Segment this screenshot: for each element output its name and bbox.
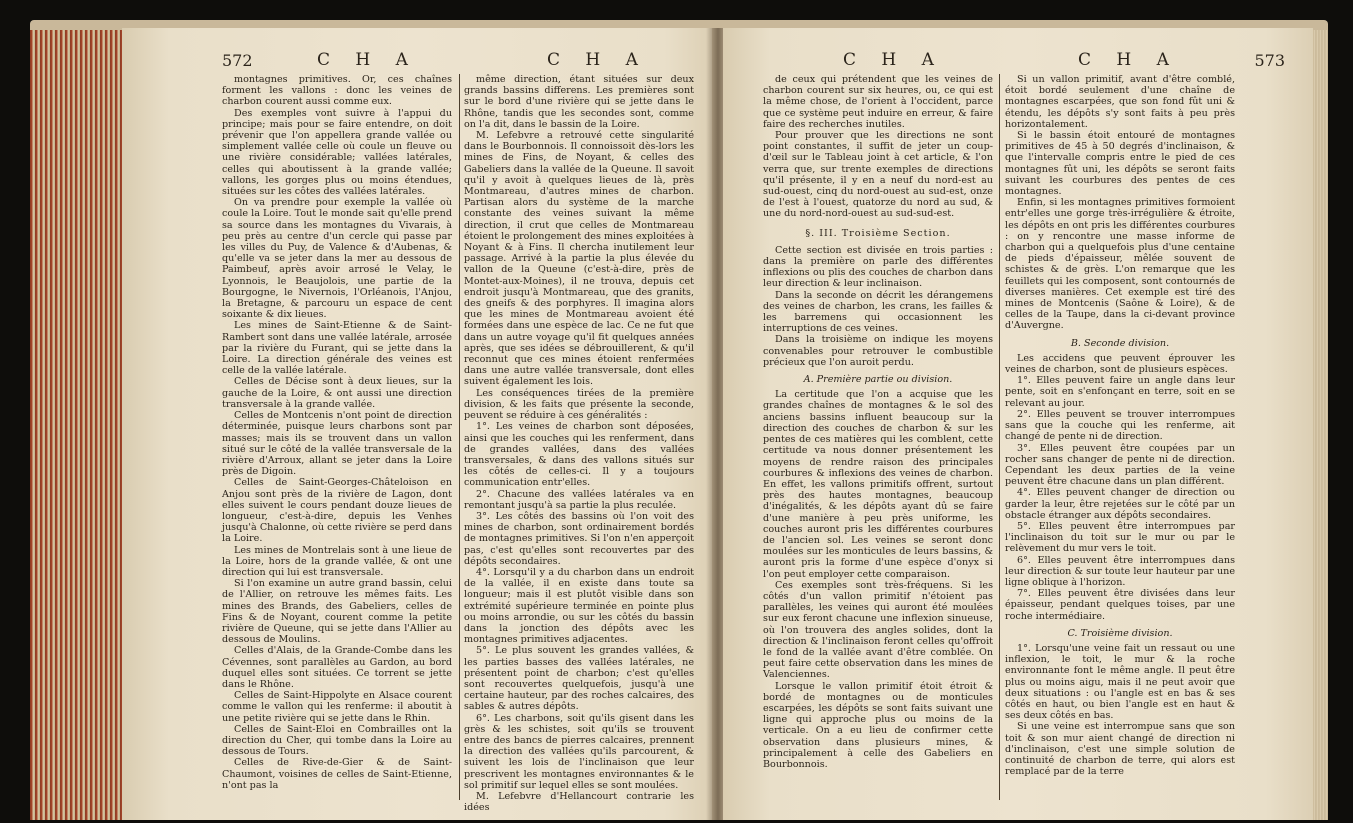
paragraph: Les mines de Montrelais sont à une lieue de la Loire, hors de la grande vallée, & ont une direction qui lui est transversale. bbox=[222, 544, 452, 578]
paragraph: Celles de Rive-de-Gier & de Saint-Chaumont, voisines de celles de Saint-Etienne, n'ont pas la bbox=[222, 757, 452, 791]
paragraph: 1°. Lorsqu'une veine fait un ressaut ou une inflexion, le toit, le mur & la roche environnante font le même angle. Il peut être plus ou moins aigu, mais il ne peut avoir que deux situations : ou l'angle est en bas & ses côtés en haut, ou bien l'angle est en haut & ses deux côtés en bas. bbox=[1005, 642, 1235, 722]
paragraph: B. Seconde division. bbox=[1070, 337, 1170, 349]
paragraph: 2°. Elles peuvent se trouver interrompues sans que la couche qui les renferme, ait changé de pente ni de direction. bbox=[1005, 408, 1235, 443]
paragraph: Des exemples vont suivre à l'appui du principe; mais pour se faire entendre, on doit prévenir que l'on appellera grande vallée ou simplement vallée celle où coule un fleuve ou une rivière considérable; vallées latérales, celles qui aboutissent à la grande vallée; vallons, les gorges plus ou moins étendues, situées sur les côtes des vallées latérales. bbox=[222, 107, 452, 198]
paragraph: 1°. Les veines de charbon sont déposées, ainsi que les couches qui les renferment, dans de grandes vallées, dans des vallées transversales, & dans des vallons situés sur les côtés de celles-ci. Il y a toujours communication entr'elles. bbox=[464, 421, 694, 489]
left-page bbox=[122, 28, 712, 820]
paragraph: Celles de Saint-Eloi en Combrailles ont la direction du Cher, qui tombe dans la Loire au dessous de Tours. bbox=[222, 723, 452, 758]
paragraph: Celles de Montcenis n'ont point de direction déterminée, puisque leurs charbons sont par masses; mais ils se trouvent dans un vallon situé sur le côté de la vallée transversale de la rivière d'Arroux, allant se jeter dans la Loire près de Digoin. bbox=[222, 410, 452, 478]
paragraph: Si l'on examine un autre grand bassin, celui de l'Allier, on retrouve les mêmes faits. Les mines des Brands, des Gabeliers, celles de Fins & de Noyant, courent comme la petite rivière de Queune, qui se jette dans l'Allier au dessous de Moulins. bbox=[222, 578, 452, 646]
left-column-1 bbox=[222, 74, 452, 791]
running-head: C H A bbox=[317, 50, 418, 70]
running-head: C H A bbox=[547, 50, 648, 70]
right-page bbox=[723, 28, 1313, 820]
paragraph: montagnes primitives. Or, ces chaînes forment les vallons : donc les veines de charbon courent aussi comme eux. bbox=[222, 74, 452, 108]
right-column-1 bbox=[763, 74, 993, 770]
left-page-header bbox=[122, 50, 712, 72]
paragraph: Celles d'Alais, de la Grande-Combe dans les Cévennes, sont parallèles au Gardon, au bord duquel elles sont situées. Ce torrent se jette dans le Rhône. bbox=[222, 645, 452, 690]
paragraph: A. Première partie ou division. bbox=[803, 374, 953, 386]
column-rule bbox=[999, 74, 1000, 800]
paragraph: Celles de Saint-Hippolyte en Alsace courent comme le vallon qui les renferme: il aboutit à une petite rivière qui se jette dans le Rhin. bbox=[222, 690, 452, 724]
paragraph: 1°. Elles peuvent faire un angle dans leur pente, soit en s'enfonçant en terre, soit en se relevant au jour. bbox=[1005, 375, 1235, 409]
paragraph: Les mines de Saint-Etienne & de Saint-Rambert sont dans une vallée latérale, arrosée par la rivière du Furant, qui se jette dans la Loire. La direction générale des veines est celle de la vallée latérale. bbox=[222, 320, 452, 377]
paragraph: M. Lefebvre d'Hellancourt contrarie les idées bbox=[464, 791, 694, 814]
paragraph: de ceux qui prétendent que les veines de charbon courent sur six heures, ou, ce qui est la même chose, de l'orient à l'occident, parce que ce système peut induire en erreur, & faire faire des recherches inutiles. bbox=[763, 74, 993, 130]
paragraph: Lorsque le vallon primitif étoit étroit & bordé de montagnes ou de monticules escarpées, les dépôts se sont faits suivant une ligne qui approche plus ou moins de la verticale. On a eu lieu de confirmer cette observation dans plusieurs mines, & principalement à celle des Gabeliers en Bourbonnois. bbox=[763, 680, 993, 770]
paragraph: 2°. Chacune des vallées latérales va en remontant jusqu'à sa partie la plus reculée. bbox=[464, 488, 694, 511]
paragraph: §. III. Troisième Section. bbox=[805, 227, 951, 239]
paragraph: 6°. Les charbons, soit qu'ils gisent dans les grès & les schistes, soit qu'ils se trouvent entre des bancs de pierres calcaires, prennent la direction des vallées qu'ils parcourent, & suivent les lois de l'inclinaison que leur prescrivent les montagnes environnantes & le sol primitif sur lequel elles se sont moulées. bbox=[464, 712, 694, 791]
paragraph: 6°. Elles peuvent être interrompues dans leur direction & sur toute leur hauteur par une ligne oblique à l'horizon. bbox=[1005, 554, 1235, 588]
paragraph: Celles de Décise sont à deux lieues, sur la gauche de la Loire, & ont aussi une direction transversale à la grande vallée. bbox=[222, 376, 452, 410]
paragraph: Celles de Saint-Georges-Châteloison en Anjou sont près de la rivière de Lagon, dont elles suivent le cours pendant douze lieues de longueur, c'est-à-dire, depuis les Venhes jusqu'à Chalonne, où cette rivière se perd dans la Loire. bbox=[222, 477, 452, 545]
paragraph: 7°. Elles peuvent être divisées dans leur épaisseur, pendant quelques toises, par une roche intermédiaire. bbox=[1005, 588, 1235, 622]
paragraph: 5°. Le plus souvent les grandes vallées, & les parties basses des vallées latérales, ne présentent point de charbon; c'est qu'elles sont recouvertes quelquefois, jusqu'à une certaine hauteur, par des roches calcaires, des sables & autres dépôts. bbox=[464, 645, 694, 713]
paragraph: La certitude que l'on a acquise que les grandes chaînes de montagnes & le sol des anciens bassins influent beaucoup sur la direction des couches de charbon & sur les pentes de ces matières qui les comblent, cette certitude va nous donner présentement les moyens de rendre raison des principales courbures & inflexions des veines de charbon. En effet, les vallons primitifs offrent, surtout près des hautes montagnes, beaucoup d'inégalités, & les dépôts ayant dû se faire d'une manière à peu près uniforme, les couches auront pris les différentes courbures de l'ancien sol. Les veines se seront donc moulées sur les monticules de leurs bassins, & auront pris la forme d'une espèce d'onyx si l'on peut employer cette comparaison. bbox=[763, 389, 993, 580]
paragraph: même direction, étant situées sur deux grands bassins differens. Les premières sont sur le bord d'une rivière qui se jette dans le Rhône, tandis que les secondes sont, comme on l'a dit, dans le bassin de la Loire. bbox=[464, 74, 694, 130]
paragraph: On va prendre pour exemple la vallée où coule la Loire. Tout le monde sait qu'elle prend sa source dans les montagnes du Vivarais, à peu près au centre d'un cercle qui passe par les villes du Puy, de Valence & d'Aubenas, & qu'elle va se jeter dans la mer au dessous de Paimbeuf, après avoir arrosé le Velay, le Lyonnois, le Beaujolois, une partie de la Bourgogne, le Nivernois, l'Orléanois, l'Anjou, la Bretagne, & parcouru un espace de cent soixante & dix lieues. bbox=[222, 197, 452, 321]
left-column-2 bbox=[464, 74, 694, 813]
paragraph: Si le bassin étoit entouré de montagnes primitives de 45 à 50 degrés d'inclinaison, & que l'intervalle compris entre le pied de ces montagnes fût uni, les dépôts se seront faits suivant les courbures des pentes de ces montagnes. bbox=[1005, 130, 1235, 198]
paragraph: Pour prouver que les directions ne sont point constantes, il suffit de jeter un coup-d'œil sur le Tableau joint à cet article, & l'on verra que, sur trente exemples de directions qu'il présente, il y en a neuf du nord-est au sud-ouest, cinq du nord-ouest au sud-est, onze de l'est à l'ouest, quatorze du nord au sud, & une du nord-nord-ouest au sud-sud-est. bbox=[763, 130, 993, 220]
paragraph: 4°. Lorsqu'il y a du charbon dans un endroit de la vallée, il en existe dans toute sa longueur; mais il est plutôt visible dans son extrémité supérieure terminée en pointe plus ou moins arrondie, ou sur les côtés du bassin dans la jonction des dépôts avec les montagnes primitives adjacentes. bbox=[464, 566, 694, 646]
column-rule bbox=[459, 74, 460, 800]
paragraph: Ces exemples sont très-fréquens. Si les côtés d'un vallon primitif n'étoient pas parallèles, les veines qui auront été moulées sur eux feront chacune une inflexion sinueuse, où l'on trouvera des angles solides, dont la direction & l'inclinaison feront celles qu'offroit le fond de la vallée avant d'être comblée. On peut faire cette observation dans les mines de Valenciennes. bbox=[763, 579, 993, 681]
right-page-header bbox=[723, 50, 1313, 72]
page-number: 573 bbox=[1254, 51, 1285, 70]
running-head: C H A bbox=[1078, 50, 1179, 70]
paragraph: 4°. Elles peuvent changer de direction ou garder la leur, être rejetées sur le côté par un obstacle étranger aux dépôts secondaires. bbox=[1005, 487, 1235, 521]
paragraph: Si un vallon primitif, avant d'être comblé, étoit bordé seulement d'une chaîne de montagnes escarpées, que son fond fût uni & étendu, les dépôts s'y sont faits à peu près horizontalement. bbox=[1005, 74, 1235, 130]
right-column-2 bbox=[1005, 74, 1235, 777]
paragraph: 3°. Les côtés des bassins où l'on voit des mines de charbon, sont ordinairement bordés de montagnes primitives. Si l'on n'en apperçoit pas, c'est qu'elles sont recouvertes par des dépôts secondaires. bbox=[464, 510, 694, 567]
page-edges-left bbox=[30, 30, 122, 820]
open-book bbox=[30, 20, 1328, 820]
paragraph: Cette section est divisée en trois parties : dans la première on parle des différentes inflexions ou plis des couches de charbon dans leur direction & leur inclinaison. bbox=[763, 244, 993, 290]
paragraph: Dans la troisième on indique les moyens convenables pour retrouver le combustible précieux que l'on auroit perdu. bbox=[763, 334, 993, 368]
paragraph: Dans la seconde on décrit les dérangemens des veines de charbon, les crans, les failles & les barremens qui occasionnent les interruptions de ces veines. bbox=[763, 289, 993, 335]
paragraph: Les accidens que peuvent éprouver les veines de charbon, sont de plusieurs espèces. bbox=[1005, 352, 1235, 376]
paragraph: Enfin, si les montagnes primitives formoient entr'elles une gorge très-irrégulière & étroite, les dépôts en ont pris les différentes courbures : on y rencontre une masse informe de charbon qui a quelquefois plus d'une centaine de pieds d'épaisseur, mêlée souvent de schistes & de grès. L'on remarque que les feuillets qui les composent, sont contournés de diverses manières. Cet exemple est tiré des mines de Montcenis (Saône & Loire), & de celles de la Taupe, dans la ci-devant province d'Auvergne. bbox=[1005, 197, 1235, 332]
paragraph: C. Troisième division. bbox=[1067, 627, 1173, 639]
page-number: 572 bbox=[222, 51, 253, 70]
paragraph: Si une veine est interrompue sans que son toit & son mur aient changé de direction ni d'inclinaison, c'est une simple solution de continuité de charbon de terre, qui alors est remplacé par de la terre bbox=[1005, 721, 1235, 778]
paragraph: Les conséquences tirées de la première division, & les faits que présente la seconde, peuvent se réduire à ces généralités : bbox=[464, 387, 694, 422]
page-edges-right bbox=[1313, 30, 1328, 820]
paragraph: 3°. Elles peuvent être coupées par un rocher sans changer de pente ni de direction. Cependant les deux parties de la veine peuvent être chacune dans un plan différent. bbox=[1005, 442, 1235, 488]
paragraph: M. Lefebvre a retrouvé cette singularité dans le Bourbonnois. Il connoissoit dès-lors les mines de Fins, de Noyant, & celles des Gabeliers dans la vallée de la Queune. Il savoit qu'il y avoit à quelques lieues de là, près Montmareau, d'autres mines de charbon. Partisan alors du système de la marche constante des veines suivant la même direction, il crut que celles de Montmareau étoient le prolongement des mines exploitées à Noyant & à Fins. Il chercha inutilement leur passage. Arrivé à la partie la plus élevée du vallon de la Queune (c'est-à-dire, près de Montet-aux-Moines), il ne trouva, depuis cet endroit jusqu'à Montmareau, que des granits, des gneifs & des porphyres. Il imagina alors que les mines de Montmareau avoient été formées dans une espèce de lac. Ce ne fut que dans un autre voyage qu'il fit quelques années après, que ses idées se débrouillerent, & qu'il reconnut que ces mines étoient renfermées dans une autre vallée transversale, dont elles suivent également les lois. bbox=[464, 130, 694, 388]
paragraph: 5°. Elles peuvent être interrompues par l'inclinaison du toit sur le mur ou par le relèvement du mur vers le toit. bbox=[1005, 520, 1235, 555]
running-head: C H A bbox=[843, 50, 944, 70]
